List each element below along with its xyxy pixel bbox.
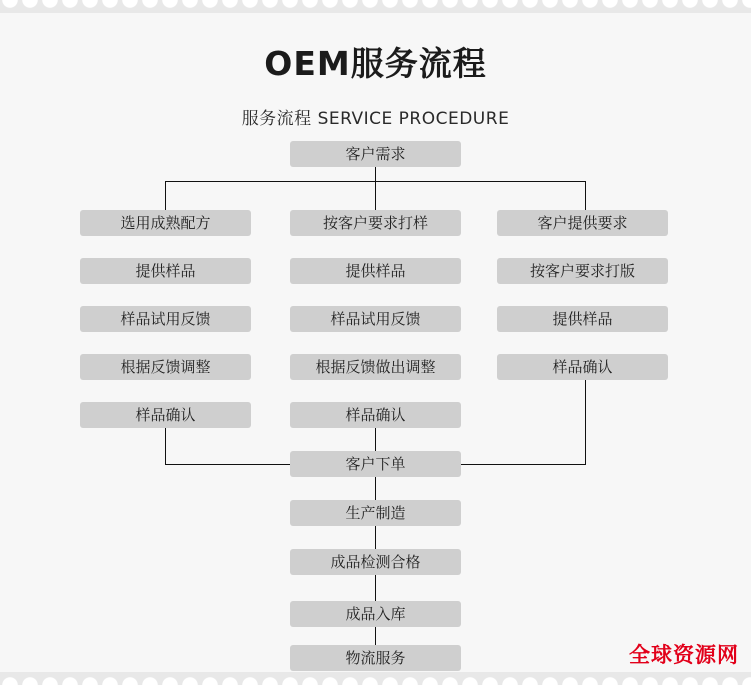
flow-node-warehouse[interactable]: 成品入库: [290, 601, 461, 627]
connector-bus-to-left: [165, 181, 166, 210]
flow-node-production[interactable]: 生产制造: [290, 500, 461, 526]
flow-node-right-2[interactable]: 按客户要求打版: [497, 258, 668, 284]
connector-bus-to-right: [585, 181, 586, 210]
connector-branch-bus-top: [165, 181, 585, 182]
flow-node-left-2[interactable]: 提供样品: [80, 258, 251, 284]
watermark-logo: 全球资源网: [629, 643, 739, 667]
flow-node-right-1[interactable]: 客户提供要求: [497, 210, 668, 236]
connector-production-to-inspection: [375, 526, 376, 550]
flow-node-left-1[interactable]: 选用成熟配方: [80, 210, 251, 236]
connector-center-to-order: [375, 428, 376, 452]
page-title: OEM服务流程: [264, 44, 487, 83]
connector-start-to-center: [375, 167, 376, 210]
page-subtitle: 服务流程 SERVICE PROCEDURE: [241, 109, 510, 129]
flow-node-left-4[interactable]: 根据反馈调整: [80, 354, 251, 380]
connector-order-to-production: [375, 477, 376, 501]
connector-left-to-bottom-bus: [165, 428, 166, 465]
flow-node-order[interactable]: 客户下单: [290, 451, 461, 477]
connector-warehouse-to-logistics: [375, 627, 376, 646]
connector-right-to-bottom-bus: [585, 380, 586, 465]
flow-node-center-2[interactable]: 提供样品: [290, 258, 461, 284]
flow-node-left-3[interactable]: 样品试用反馈: [80, 306, 251, 332]
flow-node-center-1[interactable]: 按客户要求打样: [290, 210, 461, 236]
flow-node-center-3[interactable]: 样品试用反馈: [290, 306, 461, 332]
flow-node-inspection[interactable]: 成品检测合格: [290, 549, 461, 575]
flow-node-center-4[interactable]: 根据反馈做出调整: [290, 354, 461, 380]
flow-node-right-4[interactable]: 样品确认: [497, 354, 668, 380]
flow-node-start[interactable]: 客户需求: [290, 141, 461, 167]
flow-node-center-5[interactable]: 样品确认: [290, 402, 461, 428]
flow-node-left-5[interactable]: 样品确认: [80, 402, 251, 428]
connector-inspection-to-warehouse: [375, 575, 376, 602]
flow-node-logistics[interactable]: 物流服务: [290, 645, 461, 671]
flow-node-right-3[interactable]: 提供样品: [497, 306, 668, 332]
